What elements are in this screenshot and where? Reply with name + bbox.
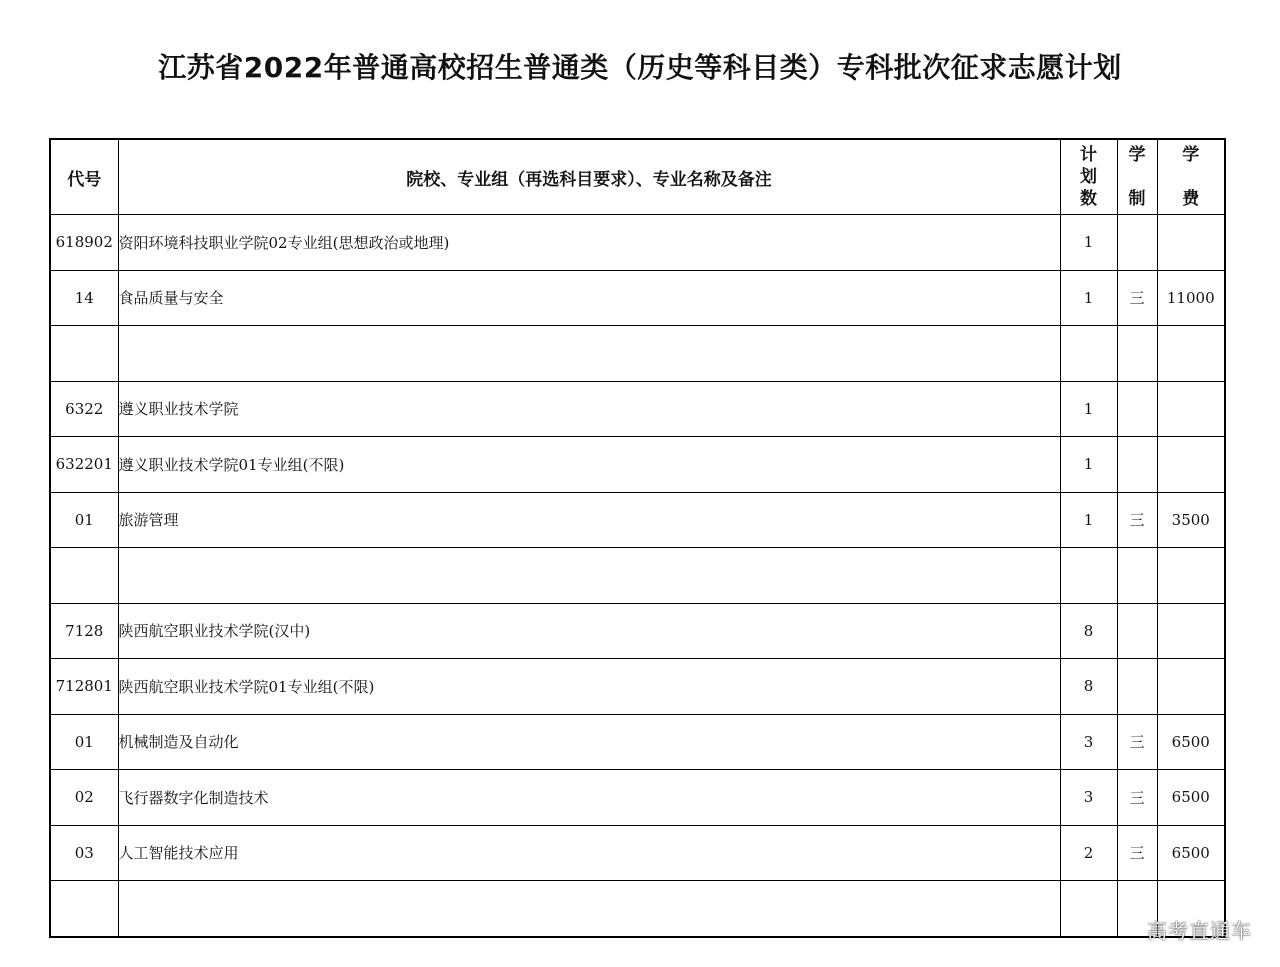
- cell-code: 632201: [50, 437, 118, 493]
- cell-system: [1117, 215, 1157, 271]
- header-plan: [1060, 139, 1117, 215]
- cell-name: 旅游管理: [118, 492, 1060, 548]
- cell-plan: 2: [1060, 825, 1117, 881]
- table-row: [50, 548, 1225, 604]
- header-system-char: 学: [1128, 145, 1146, 165]
- table-row: [50, 437, 1225, 493]
- cell-system: [1117, 437, 1157, 493]
- cell-name: 陕西航空职业技术学院01专业组(不限): [118, 659, 1060, 715]
- cell-name: 食品质量与安全: [118, 270, 1060, 326]
- cell-name: 陕西航空职业技术学院(汉中): [118, 603, 1060, 659]
- cell-fee: 6500: [1157, 825, 1225, 881]
- cell-fee: [1157, 548, 1225, 604]
- table-row: [50, 381, 1225, 437]
- cell-plan: 1: [1060, 381, 1117, 437]
- enrollment-plan-table: [49, 138, 1226, 938]
- table-header-row: [50, 139, 1225, 215]
- cell-system: 三: [1117, 270, 1157, 326]
- cell-plan: 3: [1060, 770, 1117, 826]
- cell-system: [1117, 659, 1157, 715]
- header-system-char: 制: [1128, 189, 1146, 209]
- table-row: [50, 326, 1225, 382]
- cell-system: 三: [1117, 714, 1157, 770]
- page-title: 江苏省2022年普通高校招生普通类（历史等科目类）专科批次征求志愿计划: [158, 51, 1122, 84]
- cell-code: 7128: [50, 603, 118, 659]
- table-row: [50, 603, 1225, 659]
- cell-plan: [1060, 881, 1117, 937]
- cell-plan: 1: [1060, 492, 1117, 548]
- table-row: [50, 659, 1225, 715]
- cell-name: 遵义职业技术学院: [118, 381, 1060, 437]
- cell-plan: [1060, 548, 1117, 604]
- cell-plan: 1: [1060, 437, 1117, 493]
- cell-system: [1117, 326, 1157, 382]
- header-system: [1117, 139, 1157, 215]
- cell-fee: 11000: [1157, 270, 1225, 326]
- cell-name: 人工智能技术应用: [118, 825, 1060, 881]
- cell-code: 01: [50, 492, 118, 548]
- cell-code: [50, 548, 118, 604]
- cell-fee: 3500: [1157, 492, 1225, 548]
- table-row: [50, 881, 1225, 937]
- cell-system: [1117, 603, 1157, 659]
- cell-fee: 6500: [1157, 714, 1225, 770]
- cell-code: 6322: [50, 381, 118, 437]
- cell-code: 712801: [50, 659, 118, 715]
- cell-system: 三: [1117, 492, 1157, 548]
- header-code: 代号: [50, 139, 118, 215]
- header-plan-char: 计: [1080, 145, 1097, 165]
- cell-fee: [1157, 659, 1225, 715]
- cell-fee: [1157, 215, 1225, 271]
- cell-plan: 1: [1060, 215, 1117, 271]
- watermark-text: 高考直通车: [1147, 919, 1252, 943]
- cell-plan: 8: [1060, 659, 1117, 715]
- cell-code: 02: [50, 770, 118, 826]
- header-plan-char: 数: [1080, 189, 1097, 209]
- cell-name: [118, 881, 1060, 937]
- cell-plan: 3: [1060, 714, 1117, 770]
- header-plan-char: 划: [1080, 167, 1097, 187]
- cell-plan: 1: [1060, 270, 1117, 326]
- table-row: [50, 270, 1225, 326]
- cell-name: 机械制造及自动化: [118, 714, 1060, 770]
- cell-fee: [1157, 381, 1225, 437]
- cell-fee: [1157, 326, 1225, 382]
- cell-name: 资阳环境科技职业学院02专业组(思想政治或地理): [118, 215, 1060, 271]
- cell-plan: 8: [1060, 603, 1117, 659]
- cell-code: [50, 326, 118, 382]
- table-row: [50, 770, 1225, 826]
- cell-name: [118, 326, 1060, 382]
- table-row: [50, 492, 1225, 548]
- table-row: [50, 215, 1225, 271]
- cell-fee: [1157, 437, 1225, 493]
- header-fee-char: 学: [1182, 145, 1200, 165]
- cell-name: 遵义职业技术学院01专业组(不限): [118, 437, 1060, 493]
- cell-system: 三: [1117, 825, 1157, 881]
- cell-fee: 6500: [1157, 770, 1225, 826]
- header-fee: [1157, 139, 1225, 215]
- cell-code: 14: [50, 270, 118, 326]
- cell-system: [1117, 381, 1157, 437]
- cell-system: 三: [1117, 770, 1157, 826]
- table-row: [50, 825, 1225, 881]
- cell-code: 618902: [50, 215, 118, 271]
- header-name: 院校、专业组（再选科目要求）、专业名称及备注: [118, 139, 1060, 215]
- header-fee-char: 费: [1182, 189, 1200, 209]
- table-row: [50, 714, 1225, 770]
- cell-code: 03: [50, 825, 118, 881]
- cell-code: [50, 881, 118, 937]
- cell-code: 01: [50, 714, 118, 770]
- cell-fee: [1157, 603, 1225, 659]
- cell-name: [118, 548, 1060, 604]
- cell-plan: [1060, 326, 1117, 382]
- cell-system: [1117, 548, 1157, 604]
- cell-name: 飞行器数字化制造技术: [118, 770, 1060, 826]
